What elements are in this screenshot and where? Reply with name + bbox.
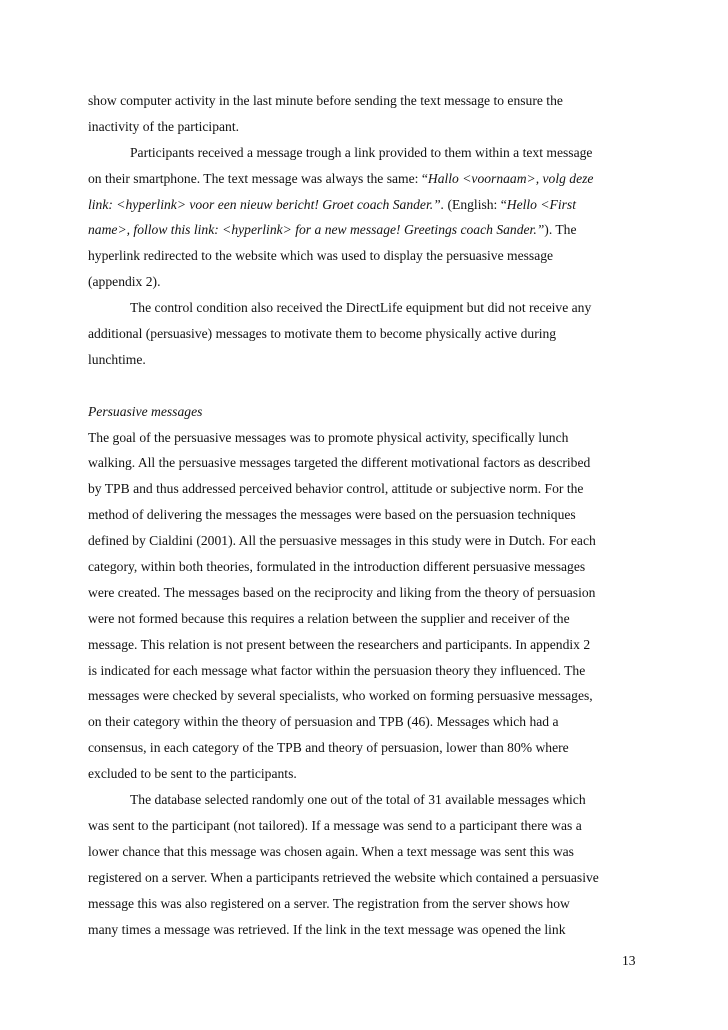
text-line: by TPB and thus addressed perceived behavior control, attitude or subjective norm. For the: [88, 481, 584, 497]
text-line: [88, 192, 648, 218]
text-line: show computer activity in the last minute before sending the text message to ensure the: [88, 93, 563, 108]
text-line: hyperlink redirected to the website which was used to display the persuasive message: [88, 248, 554, 264]
english-message-text: name>, follow this link: <hyperlink> for a new message! Greetings coach Sander.”: [88, 222, 545, 238]
paragraph-control-condition: [88, 295, 648, 373]
dutch-message-text: Hallo <voornaam>, volg deze: [427, 170, 594, 186]
text-line: were created. The messages based on the reciprocity and liking from the theory of persuasion: [88, 584, 596, 600]
paragraph-text-message: [88, 140, 648, 295]
text-span: (English: “: [444, 196, 507, 212]
text-line: consensus, in each category of the TPB and theory of persuasion, lower than 80% where: [88, 740, 569, 756]
text-line: messages were checked by several specialists, who worked on forming persuasive messages,: [88, 688, 593, 704]
text-line: The database selected randomly one out of the total of 31 available messages which: [130, 792, 586, 808]
text-line: (appendix 2).: [88, 274, 161, 290]
text-line: [88, 166, 648, 192]
text-span: on their smartphone. The text message was always the same: “: [88, 170, 428, 186]
text-line: many times a message was retrieved. If the link in the text message was opened the link: [88, 921, 566, 937]
english-message-text: Hello <First: [506, 196, 576, 212]
text-line: lunchtime.: [88, 351, 146, 367]
text-line: Participants received a message trough a link provided to them within a text message: [130, 144, 593, 160]
section-heading: Persuasive messages: [88, 403, 203, 419]
text-line: were not formed because this requires a relation between the supplier and receiver of the: [88, 610, 570, 626]
text-line: is indicated for each message what factor within the persuasion theory they influenced. The: [88, 662, 586, 678]
text-line: message this was also registered on a server. The registration from the server shows how: [88, 895, 570, 911]
paragraph-persuasive-goal: [88, 425, 648, 787]
document-page: [88, 88, 648, 942]
text-line: excluded to be sent to the participants.: [88, 766, 297, 782]
text-line: The goal of the persuasive messages was to promote physical activity, specifically lunch: [88, 429, 569, 445]
dutch-message-text: link: <hyperlink> voor een nieuw bericht! Groet coach Sander.”.: [88, 196, 445, 212]
text-line: [88, 217, 648, 243]
text-line: was sent to the participant (not tailored). If a message was send to a participant there was a: [88, 817, 582, 833]
text-span: ). The: [544, 222, 577, 238]
page-number: 13: [622, 953, 636, 968]
text-line: inactivity of the participant.: [88, 118, 239, 134]
paragraph-database-selection: [88, 787, 648, 942]
text-line: registered on a server. When a participants retrieved the website which contained a persuasive: [88, 869, 599, 885]
text-line: walking. All the persuasive messages targeted the different motivational factors as described: [88, 455, 591, 471]
text-line: lower chance that this message was chosen again. When a text message was sent this was: [88, 843, 574, 859]
text-line: on their category within the theory of persuasion and TPB (46). Messages which had a: [88, 714, 559, 730]
paragraph-spacer: [88, 373, 648, 399]
text-line: additional (persuasive) messages to motivate them to become physically active during: [88, 326, 557, 342]
text-line: method of delivering the messages the messages were based on the persuasion techniques: [88, 507, 576, 523]
paragraph-continuation: [88, 88, 648, 140]
text-line: message. This relation is not present between the researchers and participants. In appendix 2: [88, 636, 591, 652]
text-line: The control condition also received the DirectLife equipment but did not receive any: [130, 300, 592, 316]
text-line: defined by Cialdini (2001). All the persuasive messages in this study were in Dutch. For each: [88, 533, 596, 549]
text-line: category, within both theories, formulated in the introduction different persuasive messages: [88, 559, 586, 575]
